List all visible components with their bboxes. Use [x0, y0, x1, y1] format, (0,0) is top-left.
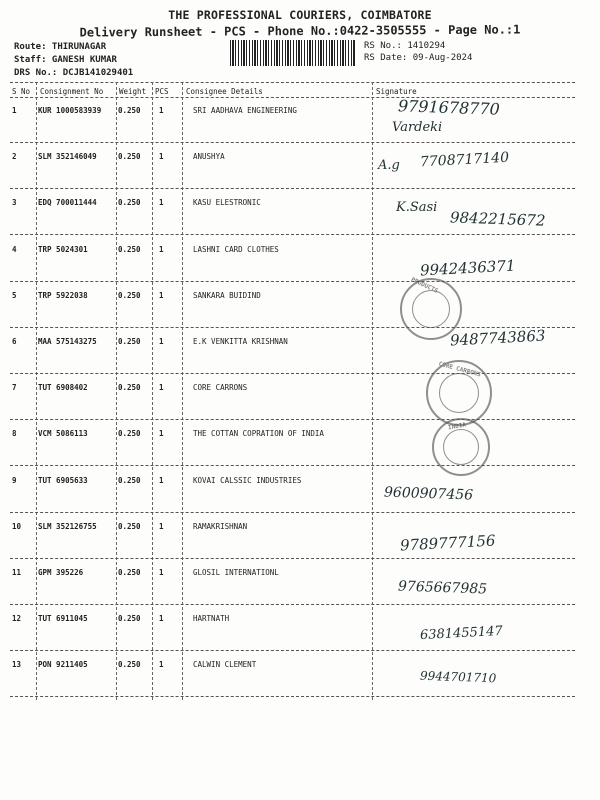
row-separator — [10, 234, 575, 235]
row-separator — [10, 281, 575, 282]
row-pcs: 1 — [159, 290, 164, 300]
row-consignment-no: TRP 5922038 — [38, 290, 88, 300]
row-sno: 13 — [12, 660, 22, 670]
company-title: THE PROFESSIONAL COURIERS, COIMBATORE — [168, 8, 432, 22]
row-separator — [10, 696, 575, 697]
row-sno: 9 — [12, 475, 17, 485]
row-consignee: SRI AADHAVA ENGINEERING — [193, 106, 297, 115]
row-weight: 0.250 — [118, 290, 141, 300]
row-consignment-no: TUT 6905633 — [38, 475, 88, 485]
staff-label: Staff: GANESH KUMAR — [14, 55, 117, 65]
row-consignee: CALWIN CLEMENT — [193, 660, 257, 670]
row-pcs: 1 — [159, 660, 164, 670]
row-pcs: 1 — [159, 152, 164, 162]
seal-text: PRODUCTS — [409, 276, 440, 295]
row-consignment-no: EDQ 700011444 — [38, 198, 97, 208]
row-sno: 7 — [12, 383, 17, 393]
row-consignment-no: PON 9211405 — [38, 660, 88, 670]
company-seal-icon — [426, 360, 492, 426]
row-weight: 0.250 — [118, 429, 141, 439]
row-separator — [10, 373, 575, 374]
row-consignee: CORE CARRONS — [193, 383, 248, 393]
row-pcs: 1 — [159, 429, 164, 439]
row-signature-phone: 7708717140 — [419, 149, 510, 171]
column-divider — [152, 82, 153, 700]
runsheet-title: Delivery Runsheet - PCS - Phone No.:0422-3505555 - Page No.:1 — [79, 22, 521, 40]
row-separator — [10, 465, 575, 466]
row-consignee: GLOSIL INTERNATIONL — [193, 568, 279, 577]
row-pcs: 1 — [159, 521, 164, 531]
row-weight: 0.250 — [118, 337, 141, 346]
row-weight: 0.250 — [118, 152, 141, 162]
seal-text: INDIA — [447, 421, 467, 432]
row-consignment-no: MAA 575143275 — [38, 337, 97, 346]
row-consignee: RAMAKRISHNAN — [193, 521, 248, 531]
drs-number: DRS No.: DCJB141029401 — [14, 68, 134, 78]
row-weight: 0.250 — [118, 614, 141, 624]
row-consignee: E.K VENKITTA KRISHNAN — [193, 337, 288, 346]
row-signature-phone: 6381455147 — [419, 624, 504, 644]
row-weight: 0.250 — [118, 568, 141, 577]
row-sno: 2 — [12, 152, 17, 162]
company-seal-icon — [400, 278, 462, 340]
row-weight: 0.250 — [118, 383, 141, 393]
row-separator — [10, 512, 575, 513]
row-sno: 12 — [12, 614, 22, 624]
row-consignment-no: TRP 5024301 — [38, 244, 88, 254]
column-header-sno: S No — [12, 87, 31, 96]
row-consignment-no: TUT 6908402 — [38, 383, 88, 393]
row-pcs: 1 — [159, 383, 164, 393]
row-pcs: 1 — [159, 106, 164, 115]
row-weight: 0.250 — [118, 521, 141, 531]
row-signature-phone: 9487743863 — [449, 326, 546, 350]
column-header-weight: Weight — [119, 87, 147, 96]
row-consignee: KOVAI CALSSIC INDUSTRIES — [193, 475, 302, 485]
row-signature-phone: 9789777156 — [399, 531, 496, 555]
row-consignment-no: SLM 352126755 — [38, 521, 97, 531]
row-separator — [10, 604, 575, 605]
row-separator — [10, 558, 575, 559]
column-header-consignment: Consignment No — [40, 87, 104, 96]
row-signature-phone: 9791678770 — [397, 96, 501, 119]
rs-number: RS No.: 1410294 — [364, 41, 446, 51]
rs-date: RS Date: 09-Aug-2024 — [364, 53, 473, 63]
row-consignee: ANUSHYA — [193, 152, 225, 162]
row-sno: 5 — [12, 290, 17, 300]
row-weight: 0.250 — [118, 660, 141, 670]
header-top-rule — [10, 82, 575, 83]
row-separator — [10, 142, 575, 143]
row-sno: 1 — [12, 106, 17, 115]
header-bottom-rule — [10, 97, 575, 98]
row-consignment-no: SLM 352146049 — [38, 152, 97, 162]
column-divider — [36, 82, 37, 700]
row-sno: 3 — [12, 198, 17, 208]
column-divider — [372, 82, 373, 700]
company-seal-icon — [432, 418, 490, 476]
row-consignment-no: TUT 6911045 — [38, 614, 88, 624]
column-header-consignee: Consignee Details — [186, 87, 263, 96]
row-consignee: KASU ELESTRONIC — [193, 198, 261, 208]
row-weight: 0.250 — [118, 106, 141, 115]
row-sno: 8 — [12, 429, 17, 439]
row-separator — [10, 327, 575, 328]
row-consignment-no: KUR 1000583939 — [38, 106, 102, 115]
row-signature-phone: 9765667985 — [397, 578, 488, 598]
row-pcs: 1 — [159, 337, 164, 346]
row-consignee: LASHNI CARD CLOTHES — [193, 244, 279, 254]
row-separator — [10, 419, 575, 420]
row-consignment-no: VCM 5086113 — [38, 429, 88, 439]
row-consignee: HARTNATH — [193, 614, 230, 624]
row-pcs: 1 — [159, 614, 164, 624]
row-sno: 10 — [12, 521, 22, 531]
row-signature-phone: 9600907456 — [383, 484, 474, 504]
row-consignee: SANKARA BUIDIND — [193, 290, 261, 300]
row-pcs: 1 — [159, 568, 164, 577]
seal-text: CORE CARRONS — [437, 360, 482, 379]
column-header-signature: Signature — [376, 87, 417, 96]
row-sno: 11 — [12, 568, 22, 577]
column-divider — [182, 82, 183, 700]
barcode — [230, 40, 356, 66]
column-divider — [116, 82, 117, 700]
row-pcs: 1 — [159, 244, 164, 254]
row-weight: 0.250 — [118, 244, 141, 254]
row-weight: 0.250 — [118, 475, 141, 485]
row-sno: 6 — [12, 337, 17, 346]
row-separator — [10, 188, 575, 189]
row-consignment-no: GPM 395226 — [38, 568, 84, 577]
row-consignee: THE COTTAN COPRATION OF INDIA — [193, 429, 324, 439]
row-signature-name: A.g — [378, 158, 400, 174]
row-separator — [10, 650, 575, 651]
row-signature-phone: 9942436371 — [419, 256, 516, 280]
row-signature-name: K.Sasi — [396, 200, 438, 216]
row-signature-phone: 9842215672 — [449, 208, 546, 231]
route-label: Route: THIRUNAGAR — [14, 42, 107, 52]
row-weight: 0.250 — [118, 198, 141, 208]
row-signature-name: Vardeki — [392, 120, 443, 135]
column-header-pcs: PCS — [155, 87, 169, 96]
row-signature-phone: 9944701710 — [419, 669, 497, 686]
row-pcs: 1 — [159, 198, 164, 208]
row-pcs: 1 — [159, 475, 164, 485]
row-sno: 4 — [12, 244, 17, 254]
